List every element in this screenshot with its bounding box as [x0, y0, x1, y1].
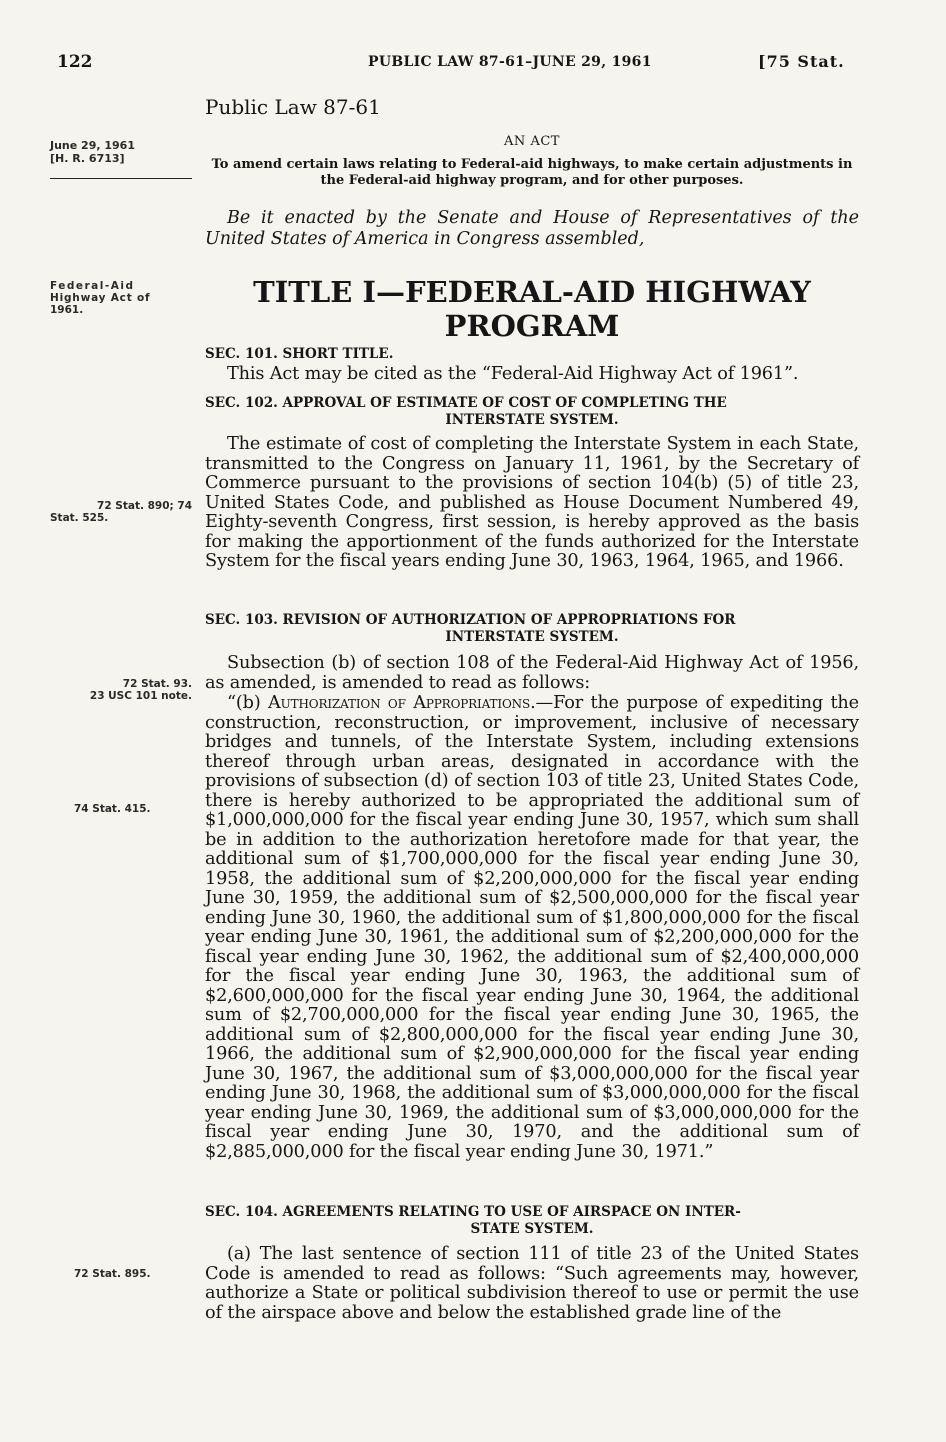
margin-bill-number: [H. R. 6713] — [50, 152, 125, 165]
margin-rule — [50, 178, 192, 179]
margin-citation-4: 72 Stat. 895. — [74, 1268, 151, 1280]
section-102-body: The estimate of cost of completing the Interstate System in each State, transmitted to the Congress on January 11, 1961, by the Secretary of Commerce pursuant to the provisions of section 104(b) (5) of title 23, United States Code, and published as House Document Numbered 49, Eighty-seventh Congress, first session, is hereby approved as the basis for making the apportionment of the funds authorized for the Interstate System for the fiscal years ending June 30, 1963, 1964, 1965, and 1966. — [205, 434, 859, 571]
margin-act-name-line3: 1961. — [50, 304, 84, 316]
section-101-body: This Act may be cited as the “Federal-Aid Highway Act of 1961”. — [227, 364, 799, 384]
public-law-title: Public Law 87-61 — [205, 95, 381, 119]
statutes-reference: [75 Stat. — [758, 52, 845, 71]
running-head-title: PUBLIC LAW 87-61–JUNE 29, 1961 — [368, 54, 652, 70]
margin-citation-1a: 72 Stat. 890; 74 — [97, 500, 192, 512]
quoted-subsection-caption: Authorization of Appropriations. — [268, 693, 536, 713]
margin-citation-3: 74 Stat. 415. — [74, 803, 151, 815]
an-act-heading: AN ACT — [504, 134, 560, 149]
section-103-quoted-subsection — [205, 694, 859, 1162]
act-purpose: To amend certain laws relating to Federal-aid highways, to make certain adjustments in the Federal-aid highway program, and for other purposes. — [211, 157, 853, 188]
margin-citation-2b: 23 USC 101 note. — [89, 690, 192, 702]
page-number: 122 — [57, 52, 93, 72]
section-103-body: Subsection (b) of section 108 of the Federal-Aid Highway Act of 1956, as amended, is amended to read as follows: — [205, 653, 859, 693]
margin-act-name-line2: Highway Act of — [50, 292, 151, 304]
section-103-heading-line1: SEC. 103. REVISION OF AUTHORIZATION OF APPROPRIATIONS FOR — [205, 612, 736, 628]
quoted-subsection-text: —For the purpose of expediting the construction, reconstruction, or improvement, inclusive of necessary bridges and tunnels, of the Interstate System, including extensions thereof through urban areas, designated in accordance with the provisions of subsection (d) of section 103 of title 23, United States Code, there is hereby authorized to be appropriated the additional sum of $1,000,000,000 for the fiscal year ending June 30, 1957, which sum shall be in addition to the authorization heretofore made for that year, the additional sum of $1,700,000,000 for the fiscal year ending June 30, 1958, the additional sum of $2,200,000,000 for the fiscal year ending June 30, 1959, the additional sum of $2,500,000,000 for the fiscal year ending June 30, 1960, the additional sum of $1,800,000,000 for the fiscal year ending June 30, 1961, the additional sum of $2,200,000,000 for the fiscal year ending June 30, 1962, the additional sum of $2,400,000,000 for the fiscal year ending June 30, 1963, the additional sum of $2,600,000,000 for the fiscal year ending June 30, 1964, the additional sum of $2,700,000,000 for the fiscal year ending June 30, 1965, the additional sum of $2,800,000,000 for the fiscal year ending June 30, 1966, the additional sum of $2,900,000,000 for the fiscal year ending June 30, 1967, the additional sum of $3,000,000,000 for the fiscal year ending June 30, 1968, the additional sum of $3,000,000,000 for the fiscal year ending June 30, 1969, the additional sum of $3,000,000,000 for the fiscal year ending June 30, 1970, and the additional sum of $2,885,000,000 for the fiscal year ending June 30, 1971.” — [205, 693, 859, 1162]
section-102-heading-line1: SEC. 102. APPROVAL OF ESTIMATE OF COST OF COMPLETING THE — [205, 395, 727, 411]
margin-citation-2a: 72 Stat. 93. — [122, 678, 192, 690]
title-heading: TITLE I—FEDERAL-AID HIGHWAY PROGRAM — [253, 275, 811, 343]
margin-citation-1b: Stat. 525. — [50, 512, 109, 524]
running-header — [0, 52, 946, 76]
section-104-heading — [205, 1204, 859, 1238]
section-102-heading — [205, 395, 859, 429]
margin-date: June 29, 1961 — [50, 139, 135, 152]
section-104-heading-line1: SEC. 104. AGREEMENTS RELATING TO USE OF AIRSPACE ON INTER- — [205, 1204, 741, 1220]
section-103-heading-line2: INTERSTATE SYSTEM. — [445, 629, 619, 645]
section-104-heading-line2: STATE SYSTEM. — [470, 1221, 594, 1237]
enacting-clause: Be it enacted by the Senate and House of Representatives of the United States of America in Congress assembled, — [205, 208, 859, 249]
section-101-heading: SEC. 101. SHORT TITLE. — [205, 346, 394, 362]
quoted-subsection-lead: “(b) — [227, 693, 269, 713]
section-102-heading-line2: INTERSTATE SYSTEM. — [445, 412, 619, 428]
section-104-body: (a) The last sentence of section 111 of title 23 of the United States Code is amended to read as follows: “Such agreements may, however, authorize a State or political subdivision thereof to use or permit the use of the airspace above and below the established grade line of the — [205, 1244, 859, 1323]
section-103-heading — [205, 612, 859, 646]
margin-act-name-line1: Federal-Aid — [50, 280, 135, 292]
